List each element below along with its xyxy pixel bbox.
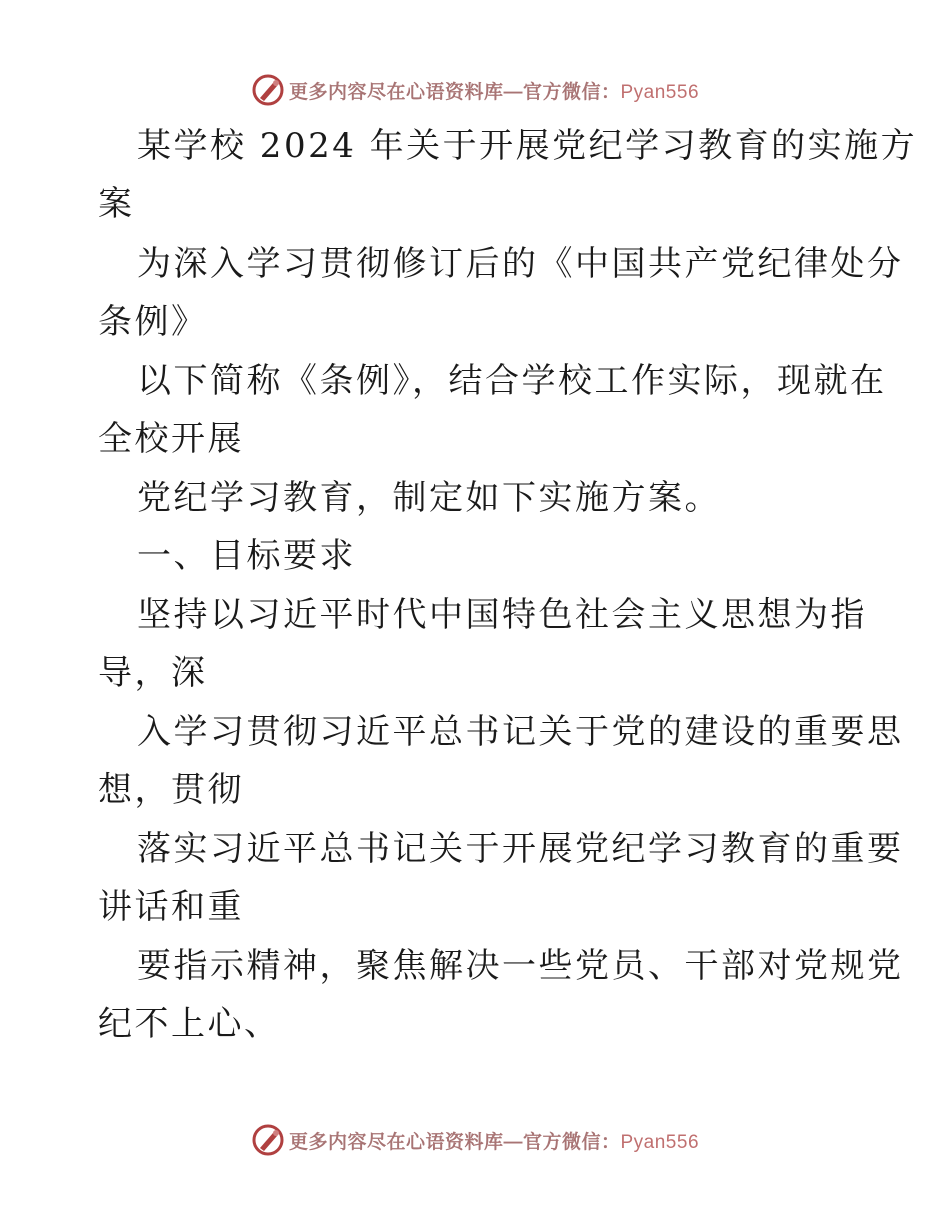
- paragraph-line: 坚持以习近平时代中国特色社会主义思想为指: [137, 595, 867, 635]
- pen-logo-icon: [251, 1123, 285, 1157]
- paragraph-line: 要指示精神，聚焦解决一些党员、干部对党规党: [137, 946, 904, 986]
- document-title-line-2: 案: [98, 184, 135, 224]
- paragraph-line: 导，深: [98, 653, 208, 693]
- document-title-line-1: 某学校 2024 年关于开展党纪学习教育的实施方: [137, 126, 918, 166]
- paragraph-line: 以下简称《条例》，结合学校工作实际，现就在: [137, 361, 887, 401]
- watermark-banner-bottom: [0, 1120, 950, 1160]
- paragraph-line: 条例》: [98, 302, 208, 342]
- paragraph-line: 讲话和重: [98, 887, 244, 927]
- paragraph-line: 入学习贯彻习近平总书记关于党的建设的重要思: [137, 712, 904, 752]
- watermark-banner-top: [0, 70, 950, 110]
- paragraph-line: 落实习近平总书记关于开展党纪学习教育的重要: [137, 829, 904, 869]
- paragraph-line: 想，贯彻: [98, 770, 244, 810]
- paragraph-line: 为深入学习贯彻修订后的《中国共产党纪律处分: [137, 244, 904, 284]
- paragraph-line: 全校开展: [98, 419, 244, 459]
- section-heading: 一、目标要求: [137, 536, 356, 576]
- banner-text: 更多内容尽在心语资料库—官方微信：Pyan556: [288, 81, 700, 103]
- banner-text: 更多内容尽在心语资料库—官方微信：Pyan556: [288, 1131, 700, 1153]
- paragraph-line: 党纪学习教育，制定如下实施方案。: [137, 478, 721, 518]
- paragraph-line: 纪不上心、: [98, 1004, 281, 1044]
- pen-logo-icon: [251, 73, 285, 107]
